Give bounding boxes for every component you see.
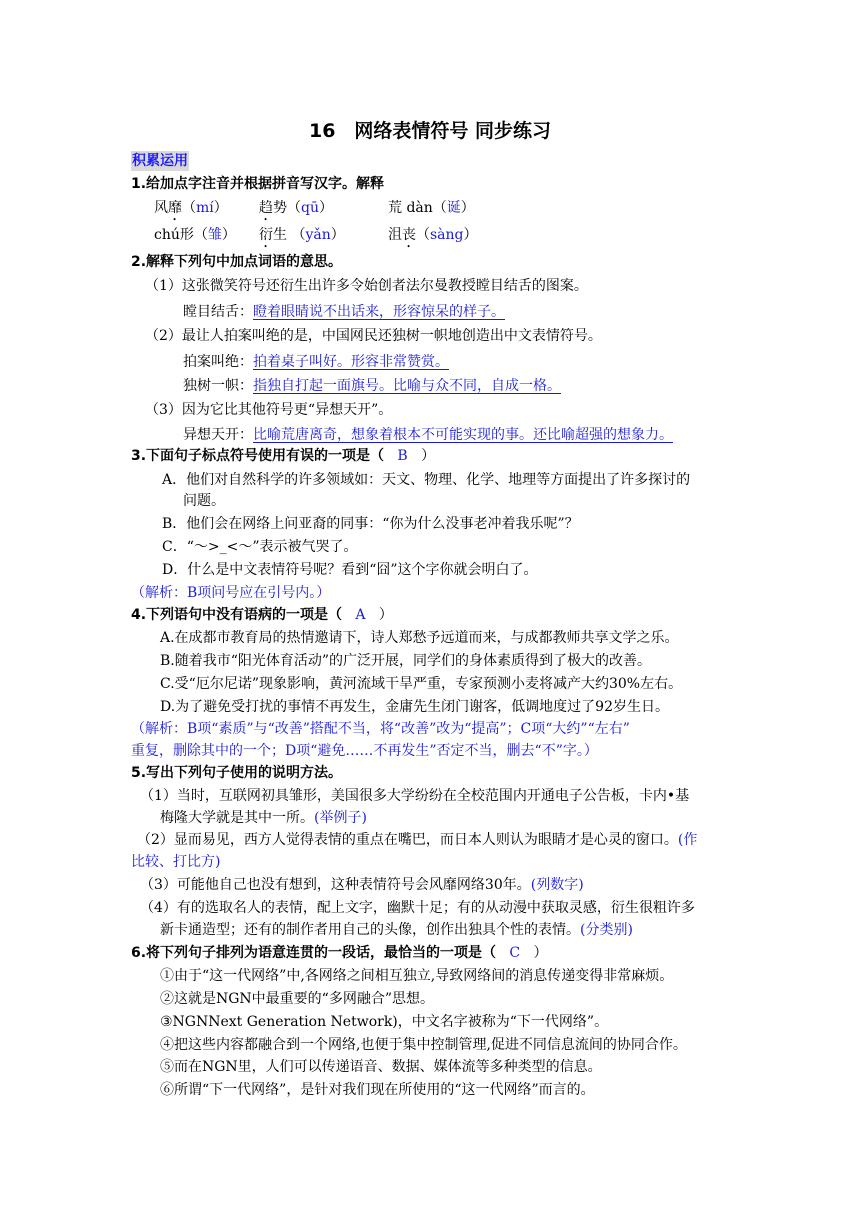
q1-item-6: 沮丧（sàng）: [388, 227, 478, 243]
q3-analysis: （解析：B项问号应在引号内。）: [131, 585, 331, 601]
q4-analysis-line-1: （解析：B项“素质”与“改善”搭配不当，将“改善”改为“提高”；C项“大约”“左右”: [131, 721, 630, 737]
q3-option-c: C．“～>_<～”表示被气哭了。: [162, 539, 358, 555]
q2-answer-1: 瞠目结舌：瞪着眼睛说不出话来，形容惊呆的样子。: [183, 304, 505, 320]
section-heading: 积累运用: [132, 153, 188, 169]
q6-item-6: ⑥所谓“下一代网络”，是针对我们现在所使用的“这一代网络”而言的。: [160, 1082, 595, 1098]
q2-sentence-3: （3）因为它比其他符号更“异想天开”。: [145, 402, 393, 418]
page-title: 16 网络表情符号 同步练习: [308, 120, 552, 142]
q2-answer-4: 异想天开：比喻荒唐离奇，想象着根本不可能实现的事。还比喻超强的想象力。: [183, 427, 673, 443]
question-3-stem: 3.下面句子标点符号使用有误的一项是（ B ）: [131, 448, 436, 464]
q1-item-4: chú形（雏）: [154, 227, 236, 243]
q1-item-3: 荒 dàn（诞）: [388, 200, 475, 216]
q1-item-1: 风靡（mí）: [154, 200, 228, 216]
q1-item-2: 趋势（qū）: [259, 200, 333, 216]
q2-answer-3: 独树一帜：指独自打起一面旗号。比喻与众不同，自成一格。: [183, 378, 561, 394]
q4-option-d: D.为了避免受打扰的事情不再发生，金庸先生闭门谢客，低调地度过了92岁生日。: [160, 699, 669, 715]
q5-sentence-2: （2）显而易见，西方人觉得表情的重点在嘴巴，而日本人则认为眼睛才是心灵的窗口。(作: [137, 832, 698, 848]
q4-option-a: A.在成都市教育局的热情邀请下，诗人郑愁予远道而来，与成都教师共享文学之乐。: [160, 630, 679, 646]
q3-option-a-cont: 问题。: [183, 493, 225, 509]
q6-item-2: ②这就是NGN中最重要的“多网融合”思想。: [160, 991, 434, 1007]
q5-sentence-1-cont: 梅隆大学就是其中一所。(举例子): [160, 810, 367, 826]
q6-item-3: ③NGNNext Generation Network)，中文名字被称为“下一代网络”。: [160, 1014, 609, 1030]
q6-item-1: ①由于“这一代网络”中,各网络之间相互独立,导致网络间的消息传递变得非常麻烦。: [160, 968, 674, 984]
q3-option-d: D．什么是中文表情符号呢？看到“囧”这个字你就会明白了。: [162, 562, 538, 578]
q5-sentence-4-cont: 新卡通造型；还有的制作者用自己的头像，创作出独具个性的表情。(分类别): [160, 922, 633, 938]
question-5-stem: 5.写出下列句子使用的说明方法。: [131, 765, 343, 781]
q5-answer-2-cont: 比较、打比方): [131, 854, 221, 870]
q5-sentence-3: （3）可能他自己也没有想到，这种表情符号会风靡网络30年。(列数字): [140, 877, 584, 893]
question-2-stem: 2.解释下列句中加点词语的意思。: [131, 254, 343, 270]
q3-option-b: B．他们会在网络上问亚裔的同事：“你为什么没事老冲着我乐呢”？: [162, 516, 579, 532]
q5-sentence-4: （4）有的选取名人的表情，配上文字，幽默十足；有的从动漫中获取灵感，衍生很粗许多: [140, 900, 695, 916]
q2-sentence-1: （1）这张微笑符号还衍生出许多令始创者法尔曼教授瞠目结舌的图案。: [145, 278, 588, 294]
question-6-stem: 6.将下列句子排列为语意连贯的一段话，最恰当的一项是（ C ）: [131, 945, 548, 961]
q3-option-a: A．他们对自然科学的许多领域如：天文、物理、化学、地理等方面提出了许多探讨的: [162, 472, 691, 488]
q4-option-c: C.受“厄尔尼诺”现象影响，黄河流域干旱严重，专家预测小麦将减产大约30%左右。: [160, 676, 683, 692]
q2-answer-2: 拍案叫绝：拍着桌子叫好。形容非常赞赏。: [183, 354, 449, 370]
q1-item-5: 衍生 （yǎn）: [259, 227, 345, 243]
q4-analysis-line-2: 重复，删除其中的一个；D项“避免……不再发生”否定不当，删去“不”字。）: [131, 743, 598, 759]
question-1-stem: 1.给加点字注音并根据拼音写汉字。解释: [131, 176, 385, 192]
q6-item-4: ④把这些内容都融合到一个网络,也便于集中控制管理,促进不同信息流间的协同合作。: [160, 1037, 687, 1053]
q2-sentence-2: （2）最让人拍案叫绝的是，中国网民还独树一帜地创造出中文表情符号。: [145, 328, 602, 344]
q6-item-5: ⑤而在NGN里，人们可以传递语音、数据、媒体流等多种类型的信息。: [160, 1059, 602, 1075]
question-4-stem: 4.下列语句中没有语病的一项是（ A ）: [131, 607, 393, 623]
q5-sentence-1: （1）当时，互联网初具雏形，美国很多大学纷纷在全校范围内开通电子公告板，卡内•基: [140, 788, 690, 804]
q4-option-b: B.随着我市“阳光体育活动”的广泛开展，同学们的身体素质得到了极大的改善。: [160, 653, 652, 669]
